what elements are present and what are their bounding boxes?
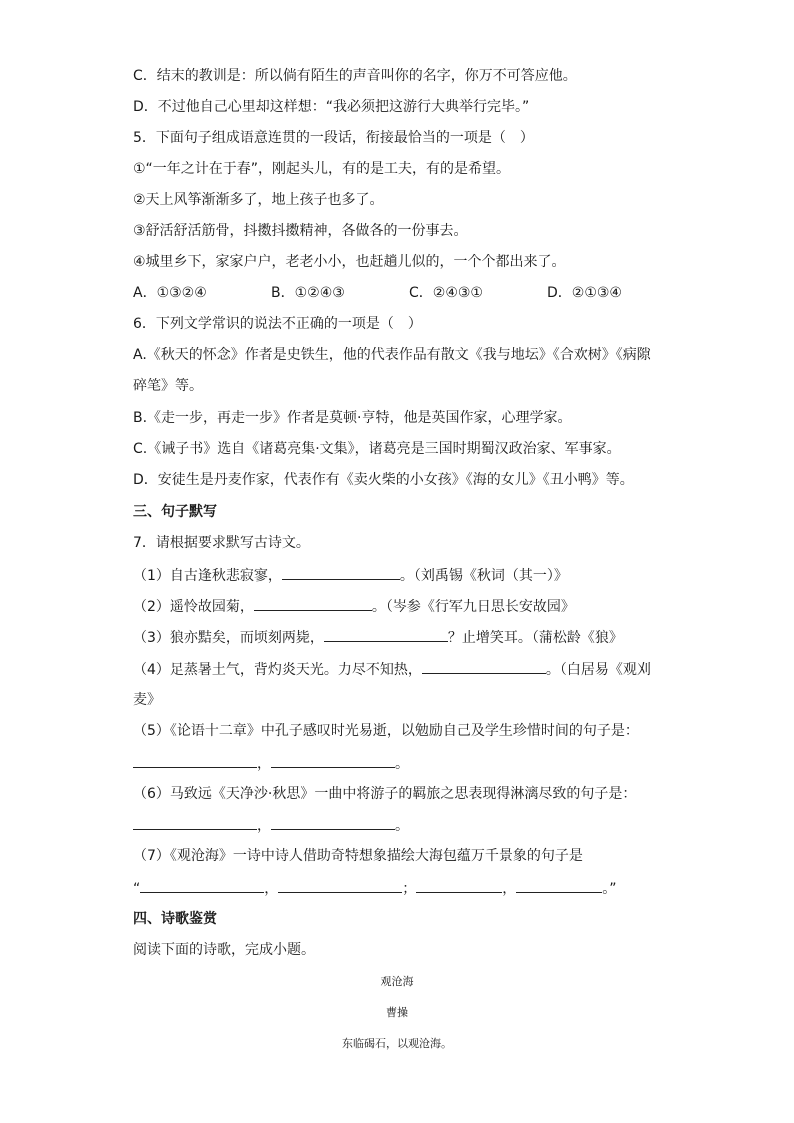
q5-option-b[interactable]: B．①②④③ — [271, 285, 345, 301]
q6-option-b[interactable]: B.《走一步，再走一步》作者是莫顿·亨特，他是英国作家，心理学家。 — [133, 410, 572, 426]
section-3-heading: 三、句子默写 — [133, 504, 217, 520]
q7-item-6: （6）马致远《天净沙·秋思》一曲中将游子的羁旅之思表现得淋漓尽致的句子是： — [133, 786, 637, 802]
q7-1-prompt: （1）自古逢秋悲寂寥， — [133, 568, 282, 584]
q7-7-end-quote: 。” — [602, 881, 617, 897]
q7-7-open-quote: “ — [133, 881, 141, 897]
q7-item-4 — [133, 659, 651, 680]
q5-option-d[interactable]: D．②①③④ — [547, 285, 622, 301]
q6-option-c[interactable]: C.《诫子书》选自《诸葛亮集·文集》，诸葛亮是三国时期蜀汉政治家、军事家。 — [133, 441, 621, 457]
q7-4-blank[interactable] — [422, 659, 546, 674]
q6-option-a-line1[interactable]: A.《秋天的怀念》作者是史铁生，他的代表作品有散文《我与地坛》《合欢树》《病隙 — [133, 347, 651, 363]
q7-3-source: ？止增笑耳。（蒲松龄《狼》 — [447, 630, 623, 646]
q7-item-4-cont: 麦》 — [133, 692, 161, 708]
q7-item-1 — [133, 565, 568, 586]
q7-6-period: 。 — [395, 818, 409, 834]
poem-line-1: 东临碣石，以观沧海。 — [342, 1037, 452, 1050]
q7-3-blank[interactable] — [324, 627, 448, 642]
q7-4-source: 。（白居易《观刈 — [545, 662, 651, 678]
q7-item-5: （5）《论语十二章》中孔子感叹时光易逝，以勉励自己及学生珍惜时间的句子是： — [133, 723, 639, 739]
q5-option-a[interactable]: A．①③②④ — [133, 285, 207, 301]
q7-7-blank-2[interactable] — [278, 878, 402, 893]
q7-item-2 — [133, 596, 575, 617]
q7-1-source: 。（刘禹锡《秋词（其一）》 — [399, 568, 568, 584]
q6-option-a-line2[interactable]: 碎笔》等。 — [133, 378, 203, 394]
reading-instruction: 阅读下面的诗歌，完成小题。 — [133, 942, 315, 958]
q7-5-answers — [133, 753, 409, 774]
q5-sentence-3: ③舒活舒活筋骨，抖擞抖擞精神，各做各的一份事去。 — [133, 223, 468, 239]
q7-2-prompt: （2）遥怜故园菊， — [133, 599, 254, 615]
question-5: 5．下面句子组成语意连贯的一段话，衔接最恰当的一项是（ ） — [133, 130, 534, 146]
q7-7-blank-3[interactable] — [416, 878, 502, 893]
poem-title: 观沧海 — [380, 975, 414, 988]
q7-3-prompt: （3）狼亦黠矣，而顷刻两毙， — [133, 630, 324, 646]
q7-5-blank-1[interactable] — [133, 753, 257, 768]
q7-7-blank-1[interactable] — [140, 878, 264, 893]
q5-options — [133, 283, 693, 303]
q7-item-7: （7）《观沧海》一诗中诗人借助奇特想象描绘大海包蕴万千景象的句子是 — [133, 848, 583, 864]
question-6: 6．下列文学常识的说法不正确的一项是（ ） — [133, 316, 422, 332]
q7-6-comma: ， — [257, 818, 271, 834]
q5-option-c[interactable]: C．②④③① — [409, 285, 483, 301]
q7-6-blank-2[interactable] — [271, 815, 395, 830]
q7-2-source: 。（岑参《行军九日思长安故园》 — [371, 599, 575, 615]
q7-7-comma-2: ， — [502, 881, 517, 897]
q5-sentence-2: ②天上风筝渐渐多了，地上孩子也多了。 — [133, 192, 384, 208]
q7-7-answers — [133, 878, 617, 899]
q7-4-prompt: （4）足蒸暑土气，背灼炎天光。力尽不知热， — [133, 662, 422, 678]
q7-6-blank-1[interactable] — [133, 815, 257, 830]
q7-7-semicolon: ； — [402, 881, 417, 897]
q5-sentence-1: ①“一年之计在于春”，刚起头儿，有的是工夫，有的是希望。 — [133, 161, 511, 177]
q7-5-period: 。 — [395, 756, 409, 772]
q7-7-comma-1: ， — [264, 881, 279, 897]
option-d-prev: D．不过他自己心里却这样想：“我必须把这游行大典举行完毕。” — [133, 99, 530, 115]
q5-sentence-4: ④城里乡下，家家户户，老老小小，也赶趟儿似的，一个个都出来了。 — [133, 254, 566, 270]
question-7: 7．请根据要求默写古诗文。 — [133, 535, 310, 551]
q6-option-d[interactable]: D．安徒生是丹麦作家，代表作有《卖火柴的小女孩》《海的女儿》《丑小鸭》等。 — [133, 472, 634, 488]
q7-5-blank-2[interactable] — [271, 753, 395, 768]
option-c-prev: C．结末的教训是：所以倘有陌生的声音叫你的名字，你万不可答应他。 — [133, 68, 577, 84]
q7-1-blank[interactable] — [282, 565, 400, 580]
q7-item-3 — [133, 627, 623, 648]
q7-6-answers — [133, 815, 409, 836]
poem-author: 曹操 — [386, 1006, 408, 1019]
section-4-heading: 四、诗歌鉴赏 — [133, 911, 217, 927]
q7-7-blank-4[interactable] — [516, 878, 602, 893]
q7-5-comma: ， — [257, 756, 271, 772]
q7-2-blank[interactable] — [254, 596, 372, 611]
